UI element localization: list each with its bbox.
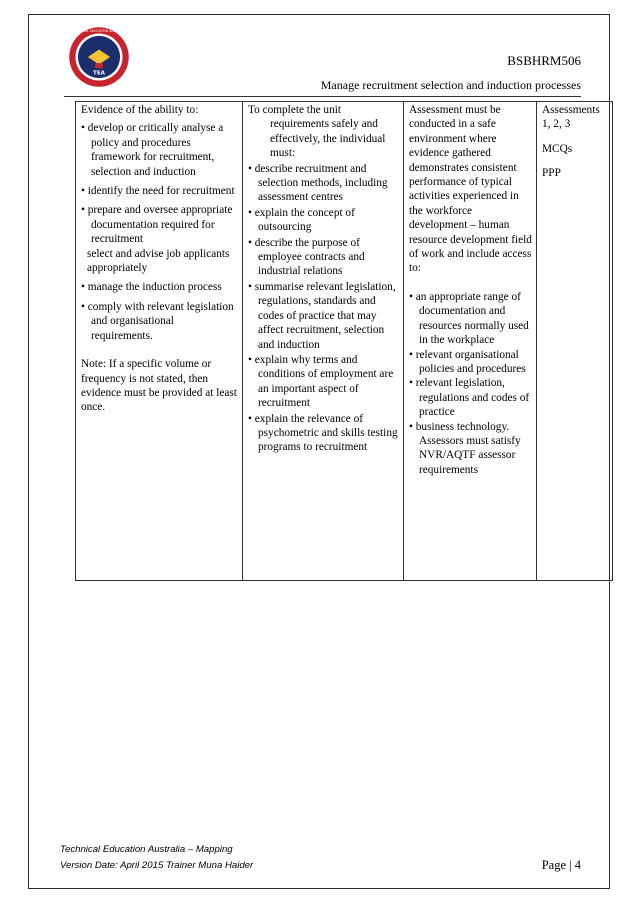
evidence-list-2 [81, 280, 238, 343]
footer-line-2: Version Date: April 2015 Trainer Muna Haider [60, 860, 254, 871]
list-item: • explain why terms and conditions of employment are an important aspect of recruitment [248, 353, 399, 411]
list-item: • relevant organisational policies and procedures [409, 348, 532, 377]
mapping-table [75, 101, 613, 581]
header-rule [64, 96, 581, 97]
evidence-intro: Evidence of the ability to: [81, 104, 199, 116]
page-number: Page | 4 [541, 858, 581, 872]
logo-ring-text: TECHNICAL EDUCATION AUSTRALIA [71, 29, 127, 34]
unit-title: Manage recruitment selection and induction processes [320, 78, 581, 92]
footer-line-1: Technical Education Australia – Mapping [60, 844, 233, 855]
list-item: • describe recruitment and selection methods, including assessment centres [248, 162, 399, 205]
table-row [76, 102, 613, 581]
list-item: • develop or critically analyse a policy and procedures framework for recruitment, selection and induction [81, 121, 238, 179]
assessment-refs: Assessments 1, 2, 3 [542, 104, 600, 131]
assessment-ppp: PPP [542, 167, 561, 180]
list-item: • manage the induction process [81, 280, 238, 294]
list-item: • an appropriate range of documentation and resources normally used in the workplace [409, 290, 532, 348]
evidence-list [81, 121, 238, 246]
list-item: • comply with relevant legislation and organisational requirements. [81, 300, 238, 343]
assessment-cell [537, 102, 613, 581]
list-item: • prepare and oversee appropriate documentation required for recruitment [81, 203, 238, 246]
knowledge-list [248, 103, 399, 455]
knowledge-intro: To complete the unit requirements safely and effectively, the individual must: [248, 104, 386, 160]
conditions-intro: Assessment must be conducted in a safe environment where evidence gathered demonstrates consistent performance of typical activities experienced in the workforce development – human resource development field of work and include access to: [409, 104, 532, 275]
assessment-mcq: MCQs [542, 142, 573, 155]
list-item: • identify the need for recruitment [81, 184, 238, 198]
evidence-note: Note: If a specific volume or frequency is not stated, then evidence must be provided at least once. [81, 358, 237, 414]
knowledge-cell [243, 102, 404, 581]
list-item: • explain the relevance of psychometric and skills testing programs to recruitment [248, 412, 399, 455]
unit-code: BSBHRM506 [507, 53, 581, 68]
list-item: • describe the purpose of employee contracts and industrial relations [248, 236, 399, 279]
list-item: • explain the concept of outsourcing [248, 206, 399, 235]
logo-abbr: TEA [93, 70, 105, 77]
list-item: • summarise relevant legislation, regulations, standards and codes of practice that may affect recruitment, selection and induction [248, 280, 399, 352]
conditions-list [409, 290, 532, 477]
list-item: • business technology. Assessors must satisfy NVR/AQTF assessor requirements [409, 420, 532, 478]
tea-logo [68, 26, 130, 88]
evidence-extra: select and advise job applicants appropriately [87, 247, 230, 275]
list-item: • relevant legislation, regulations and codes of practice [409, 376, 532, 419]
evidence-cell [76, 102, 243, 581]
conditions-cell [404, 102, 537, 581]
